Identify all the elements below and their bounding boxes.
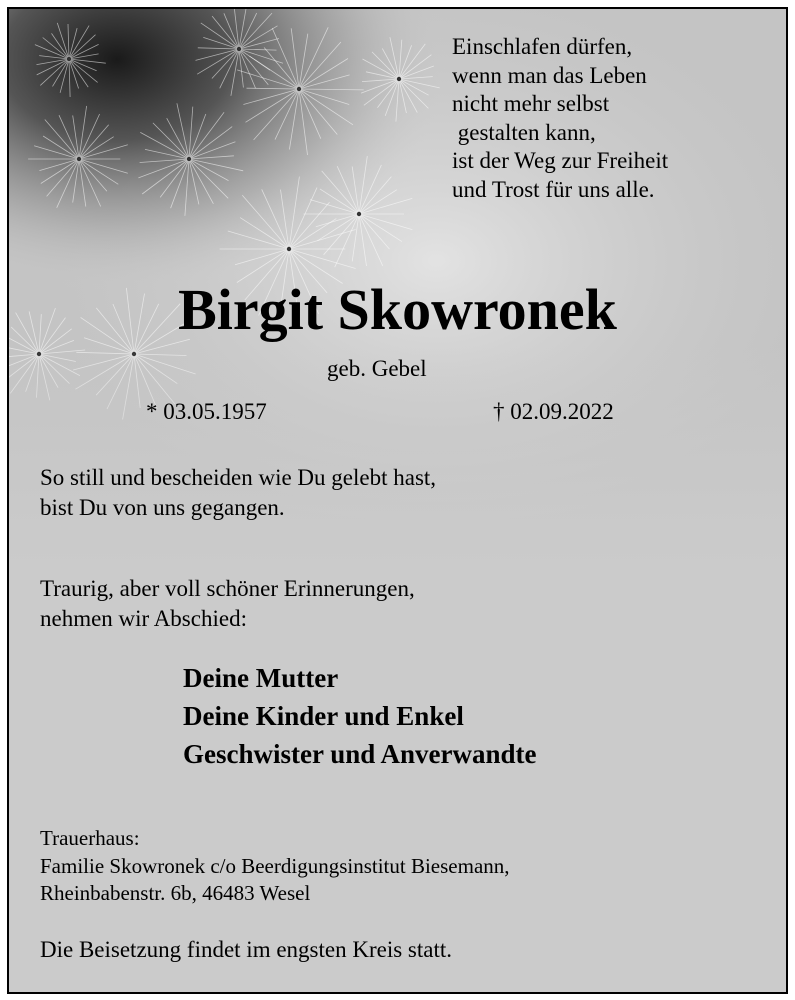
burial-note: Die Beisetzung findet im engsten Kreis statt.	[40, 937, 452, 962]
mourner: Deine Mutter	[183, 663, 339, 693]
obituary-card	[7, 7, 788, 994]
poem	[452, 33, 668, 204]
deceased-name: Birgit Skowronek	[178, 277, 617, 342]
address-line: Trauerhaus:	[40, 826, 140, 850]
intro-line: nehmen wir Abschied:	[40, 606, 247, 631]
poem-line: wenn man das Leben	[452, 62, 647, 88]
farewell-intro	[40, 574, 415, 634]
poem-line: und Trost für uns alle.	[452, 176, 655, 202]
mourning-house-address	[40, 825, 510, 908]
intro-line: Traurig, aber voll schöner Erinnerungen,	[40, 576, 415, 601]
poem-line: Einschlafen dürfen,	[452, 34, 633, 59]
address-line: Rheinbabenstr. 6b, 46483 Wesel	[40, 881, 311, 905]
birth-date: * 03.05.1957	[146, 399, 267, 424]
mourner: Deine Kinder und Enkel	[183, 701, 464, 731]
poem-line: nicht mehr selbst	[452, 91, 610, 116]
poem-line: ist der Weg zur Freiheit	[452, 148, 669, 173]
mourners-list	[183, 659, 537, 773]
quote	[40, 463, 436, 523]
mourner: Geschwister und Anverwandte	[183, 739, 537, 769]
quote-line: bist Du von uns gegangen.	[40, 495, 285, 520]
quote-line: So still und bescheiden wie Du gelebt hast,	[40, 465, 437, 490]
maiden-name: geb. Gebel	[327, 356, 427, 381]
address-line: Familie Skowronek c/o Beerdigungsinstitut Biesemann,	[40, 853, 510, 878]
poem-line: gestalten kann,	[452, 119, 596, 145]
death-date: † 02.09.2022	[493, 399, 614, 424]
